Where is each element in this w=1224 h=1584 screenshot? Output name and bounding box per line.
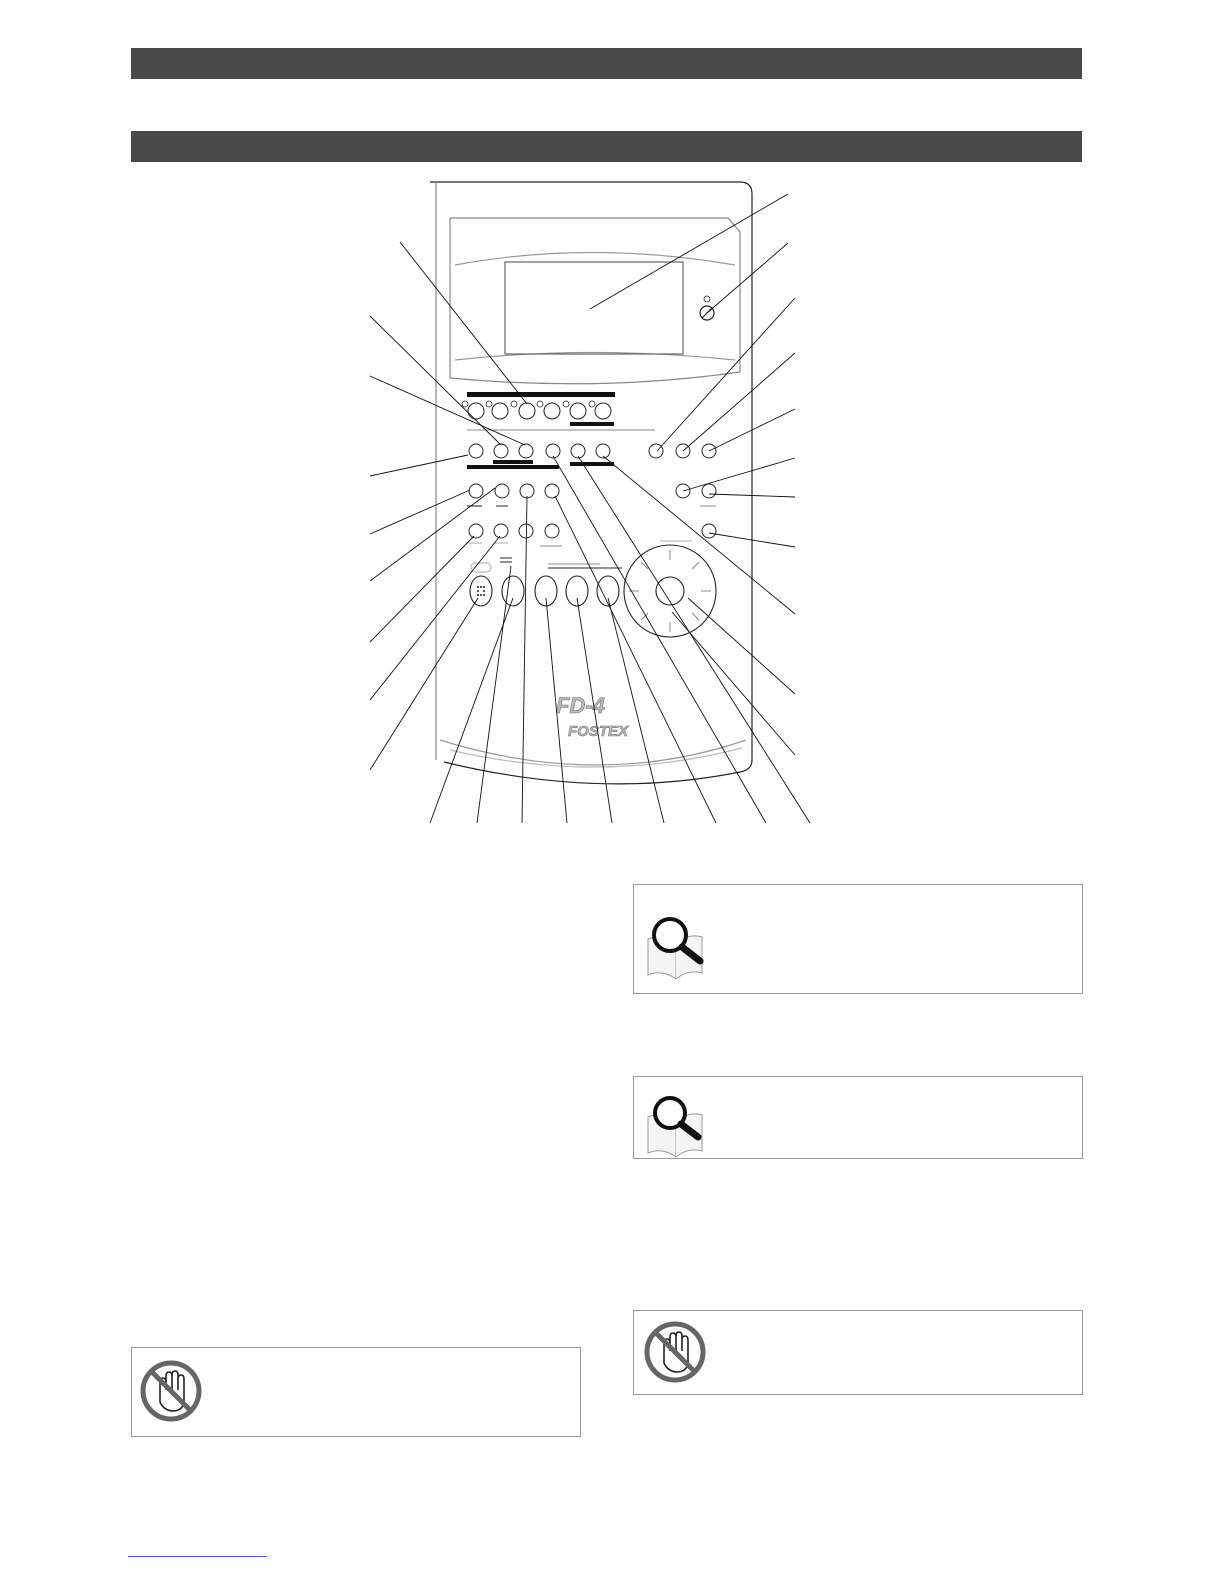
function-button-10: [545, 484, 559, 498]
track4-select-button: [595, 403, 611, 419]
function-button-4: [546, 444, 560, 458]
function-button-7: [469, 484, 483, 498]
track2b-select-button: [544, 403, 560, 419]
function-button-14: [545, 524, 559, 538]
track2-select-button: [519, 403, 535, 419]
right-button-6: [702, 524, 716, 538]
function-button-9: [520, 484, 534, 498]
rewind-button: [566, 576, 588, 606]
model-logo: FD-4: [556, 693, 605, 718]
stop-hand-icon: [642, 1319, 708, 1385]
right-button-5: [702, 484, 716, 498]
function-button-11: [469, 524, 483, 538]
footer-link-underline: [128, 1556, 267, 1557]
reference-note-2: [633, 1076, 1083, 1159]
function-button-8: [495, 484, 509, 498]
track1-select-button: [468, 403, 484, 419]
function-button-5: [571, 444, 585, 458]
track3-select-button: [570, 403, 586, 419]
magnifier-book-icon: [640, 1081, 720, 1161]
function-button-6: [596, 444, 610, 458]
display-housing: [450, 218, 740, 384]
stop-button: [502, 576, 524, 606]
warning-note-1: [131, 1347, 581, 1437]
stop-hand-icon: [138, 1358, 204, 1424]
brand-logo: FOSTEX: [568, 723, 629, 740]
warning-note-2: [633, 1310, 1083, 1395]
function-button-2: [494, 444, 508, 458]
reference-note-1: [633, 884, 1083, 994]
record-button: [470, 576, 492, 606]
lcd-display: [505, 262, 683, 354]
magnifier-book-icon: [640, 899, 720, 979]
indicator-slot: [471, 563, 491, 572]
track-label-bar: [467, 392, 615, 397]
function-button-3: [519, 444, 533, 458]
track1b-select-button: [492, 403, 508, 419]
fast-forward-button: [597, 576, 619, 606]
function-button-1: [469, 444, 483, 458]
function-button-12: [494, 524, 508, 538]
